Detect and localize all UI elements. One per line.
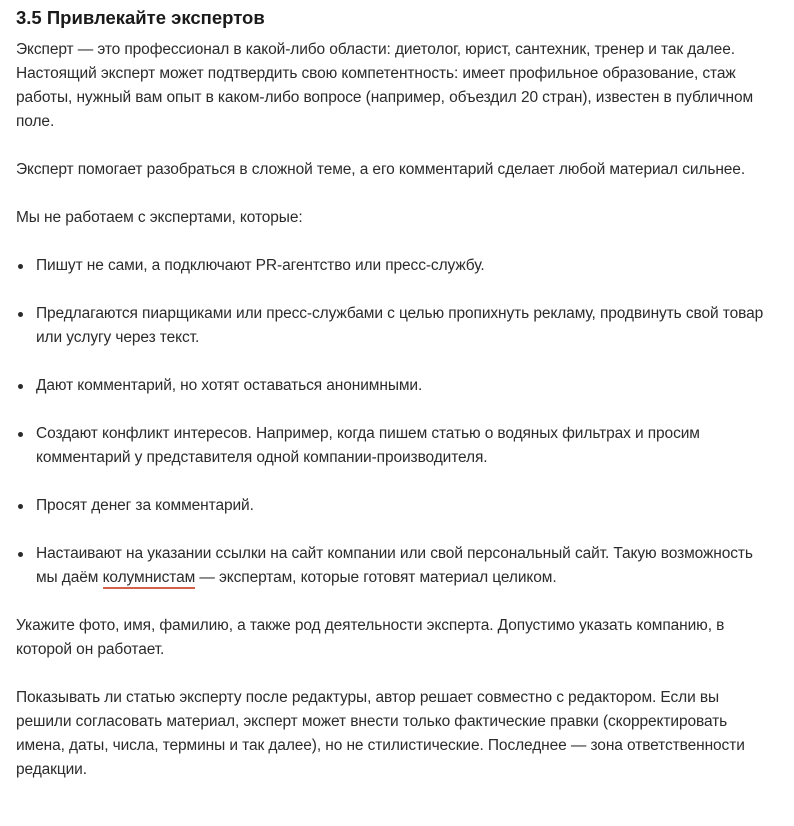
- paragraph-expert-review: Показывать ли статью эксперту после редактуры, автор решает совместно с редактором. Если вы решили согласовать материал, эксперт может внести только фактические правки (скорректировать имена, даты, числа, термины и так далее), но не стилистические. Последнее — зона ответственности редакции.: [16, 689, 745, 778]
- paragraph-expert-credentials: Укажите фото, имя, фамилию, а также род деятельности эксперта. Допустимо указать компанию, в которой он работает.: [16, 617, 725, 658]
- list-item: [16, 254, 778, 278]
- list-item: [16, 542, 778, 590]
- bullet-icon: [18, 504, 23, 509]
- list-item-text: Пишут не сами, а подключают PR-агентство или пресс-службу.: [36, 257, 485, 274]
- list-item-text: Просят денег за комментарий.: [36, 497, 254, 514]
- list-item-text-after: — экспертам, которые готовят материал целиком.: [195, 569, 557, 586]
- bullet-icon: [18, 312, 23, 317]
- bullet-icon: [18, 384, 23, 389]
- expert-exclusion-list: [16, 254, 778, 590]
- list-item-text: Создают конфликт интересов. Например, когда пишем статью о водяных фильтрах и просим комментарий у представителя одной компании-производителя.: [36, 425, 700, 466]
- columnists-link[interactable]: колумнистам: [103, 569, 196, 589]
- bullet-icon: [18, 552, 23, 557]
- list-item-text-before: Настаивают на указании ссылки на сайт компании или свой персональный сайт. Такую возможность мы даём: [36, 545, 753, 586]
- list-item-text: Предлагаются пиарщиками или пресс-службами с целью пропихнуть рекламу, продвинуть свой товар или услугу через текст.: [36, 305, 764, 346]
- list-item: [16, 422, 778, 470]
- paragraph-expert-definition: Эксперт — это профессионал в какой-либо области: диетолог, юрист, сантехник, тренер и так далее. Настоящий эксперт может подтвердить свою компетентность: имеет профильное образование, стаж работы, нужный вам опыт в каком-либо вопросе (например, объездил 20 стран), известен в публичном поле.: [16, 41, 754, 130]
- bullet-icon: [18, 264, 23, 269]
- list-item: [16, 302, 778, 350]
- paragraph-expert-value: Эксперт помогает разобраться в сложной теме, а его комментарий сделает любой материал сильнее.: [16, 161, 746, 178]
- section-heading: 3.5 Привлекайте экспертов: [16, 7, 265, 28]
- bullet-icon: [18, 432, 23, 437]
- list-item-text: Дают комментарий, но хотят оставаться анонимными.: [36, 377, 423, 394]
- paragraph-list-intro: Мы не работаем с экспертами, которые:: [16, 209, 303, 226]
- list-item: [16, 494, 778, 518]
- list-item: [16, 374, 778, 398]
